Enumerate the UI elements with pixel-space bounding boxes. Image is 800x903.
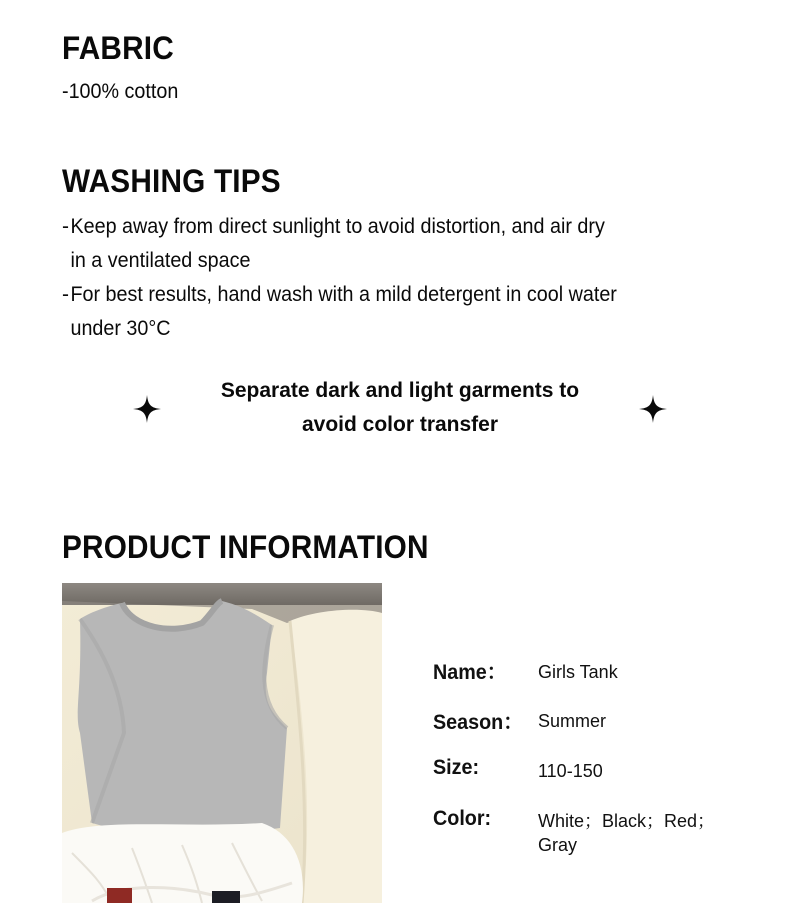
tip-dash: - <box>62 215 69 238</box>
product-photo <box>62 583 382 903</box>
color-separation-note <box>190 374 610 442</box>
color-label: Color: <box>433 807 492 830</box>
product-photo-illustration <box>62 583 382 903</box>
note-line: Separate dark and light garments to <box>220 379 580 402</box>
fabric-text: -100% cotton <box>62 80 179 103</box>
tip-line: in a ventilated space <box>70 249 251 272</box>
name-value: Girls Tank <box>538 662 618 682</box>
tip-line: under 30°C <box>70 317 171 340</box>
tip-line: For best results, hand wash with a mild detergent in cool water <box>70 283 617 306</box>
note-line: avoid color transfer <box>301 413 499 436</box>
size-label: Size: <box>433 756 480 779</box>
star-icon <box>133 395 161 423</box>
fabric-heading: FABRIC <box>62 30 174 66</box>
star-icon <box>639 395 667 423</box>
size-value: 110-150 <box>538 761 603 781</box>
washing-tips-heading: WASHING TIPS <box>62 163 281 199</box>
name-label: Name： <box>433 661 507 684</box>
washing-tip <box>62 210 722 278</box>
product-information-heading: PRODUCT INFORMATION <box>62 529 429 565</box>
tip-dash: - <box>62 283 69 306</box>
season-value: Summer <box>538 711 607 731</box>
tip-line: Keep away from direct sunlight to avoid distortion, and air dry <box>70 215 605 238</box>
season-label: Season： <box>433 711 523 734</box>
washing-tip <box>62 278 722 346</box>
color-value: White；Black；Red；Gray <box>538 811 716 855</box>
